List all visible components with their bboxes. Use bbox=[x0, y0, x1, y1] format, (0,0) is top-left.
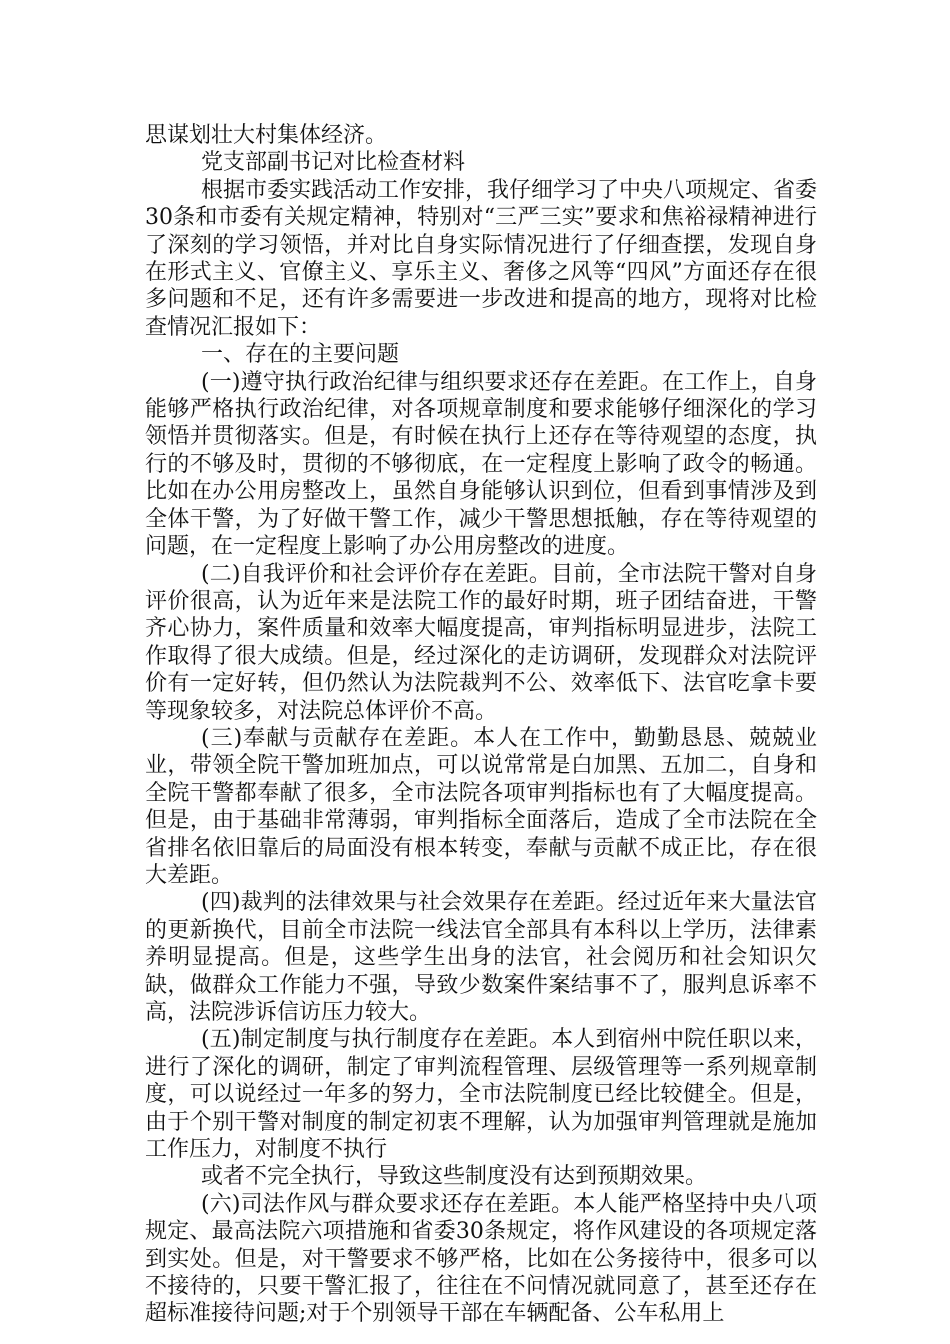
paragraph-item-5-continued: 或者不完全执行，导致这些制度没有达到预期效果。 bbox=[201, 1164, 708, 1190]
paragraph-item-2: (二)自我评价和社会评价存在差距。目前，全市法院干警对自身评价很高，认为近年来是法院工作的最好时期，班子团结奋进，干警齐心协力，案件质量和效率大幅度提高，审判指标明显进步，法院工作取得了很大成绩。但是，经过深化的走访调研，发现群众对法院评价有一定好转，但仍然认为法院裁判不公、效率低下、法官吃拿卡要等现象较多，对法院总体评价不高。 bbox=[145, 561, 817, 724]
paragraph-item-5: (五)制定制度与执行制度存在差距。本人到宿州中院任职以来，进行了深化的调研，制定了审判流程管理、层级管理等一系列规章制度，可以说经过一年多的努力，全市法院制度已经比较健全。但是，由于个别干警对制度的制定初衷不理解，认为加强审判管理就是施加工作压力，对制度不执行 bbox=[145, 1027, 817, 1163]
paragraph-item-1: (一)遵守执行政治纪律与组织要求还存在差距。在工作上，自身能够严格执行政治纪律，对各项规章制度和要求能够仔细深化的学习领悟并贯彻落实。但是，有时候在执行上还存在等待观望的态度，执行的不够及时，贯彻的不够彻底，在一定程度上影响了政令的畅通。比如在办公用房整改上，虽然自身能够认识到位，但看到事情涉及到全体干警，为了好做干警工作，减少干警思想抵触，存在等待观望的问题，在一定程度上影响了办公用房整改的进度。 bbox=[145, 369, 817, 560]
paragraph-item-3: (三)奉献与贡献存在差距。本人在工作中，勤勤恳恳、兢兢业业，带领全院干警加班加点，可以说常常是白加黑、五加二，自身和全院干警都奉献了很多，全市法院各项审判指标也有了大幅度提高。但是，由于基础非常薄弱，审判指标全面落后，造成了全市法院在全省排名依旧靠后的局面没有根本转变，奉献与贡献不成正比，存在很大差距。 bbox=[145, 725, 817, 888]
paragraph-item-4: (四)裁判的法律效果与社会效果存在差距。经过近年来大量法官的更新换代，目前全市法院一线法官全部具有本科以上学历，法律素养明显提高。但是，这些学生出身的法官，社会阅历和社会知识欠缺，做群众工作能力不强，导致少数案件案结事不了，服判息诉率不高，法院涉诉信访压力较大。 bbox=[145, 890, 817, 1025]
document-title: 党支部副书记对比检查材料 bbox=[201, 150, 466, 176]
document-page bbox=[145, 122, 817, 1328]
paragraph-intro: 根据市委实践活动工作安排，我仔细学习了中央八项规定、省委30条和市委有关规定精神，特别对“三严三实”要求和焦裕禄精神进行了深刻的学习领悟，并对比自身实际情况进行了仔细查摆，发现自身在形式主义、官僚主义、享乐主义、奢侈之风等“四风”方面还存在很多问题和不足，还有许多需要进一步改进和提高的地方，现将对比检查情况汇报如下： bbox=[145, 177, 818, 340]
section-heading: 一、存在的主要问题 bbox=[201, 342, 400, 368]
paragraph-item-6: (六)司法作风与群众要求还存在差距。本人能严格坚持中央八项规定、最高法院六项措施和省委30条规定，将作风建设的各项规定落到实处。但是，对干警要求不够严格，比如在公务接待中，很多可以不接待的，只要干警汇报了，往往在不问情况就同意了，甚至还存在超标准接待问题;对于个别领导干部在车辆配备、公车私用上 bbox=[145, 1191, 817, 1327]
lead-line: 思谋划壮大村集体经济。 bbox=[145, 123, 388, 148]
